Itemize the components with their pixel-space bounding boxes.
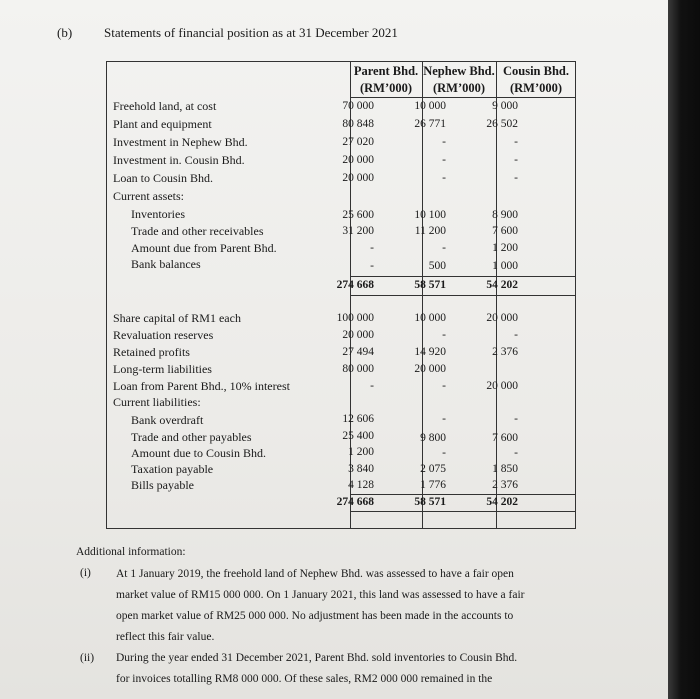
row-label: Bank overdraft	[131, 413, 204, 427]
cell-value: -	[514, 172, 518, 184]
row-label: Retained profits	[113, 345, 190, 359]
cell-value: 10 100	[414, 209, 446, 221]
assets-total: 58 571	[414, 279, 446, 291]
cell-value: 80 848	[342, 118, 374, 130]
row-label: Taxation payable	[131, 462, 214, 476]
header-rule	[350, 97, 576, 98]
cell-value: 1 850	[492, 463, 518, 475]
note-line: market value of RM15 000 000. On 1 January 2021, this land was assessed to have a fair	[116, 589, 525, 601]
column-unit-nephew: (RM’000)	[432, 81, 486, 95]
liabilities-total: 58 571	[414, 496, 446, 508]
section-label: Current liabilities:	[113, 395, 201, 409]
row-label: Investment in. Cousin Bhd.	[113, 153, 245, 167]
cell-value: 9 800	[420, 432, 446, 444]
cell-value: 26 771	[414, 118, 446, 130]
cell-value: 20 000	[342, 154, 374, 166]
note-line: At 1 January 2019, the freehold land of Nephew Bhd. was assessed to have a fair open	[116, 568, 514, 580]
note-marker: (i)	[80, 567, 91, 579]
row-label: Amount due from Parent Bhd.	[131, 241, 277, 255]
additional-info-heading: Additional information:	[76, 546, 186, 558]
photo-dark-edge	[668, 0, 700, 699]
row-label: Amount due to Cousin Bhd.	[131, 446, 267, 460]
row-label: Trade and other payables	[131, 430, 252, 444]
total-rule	[350, 511, 576, 512]
row-label: Share capital of RM1 each	[113, 311, 241, 325]
row-label: Bills payable	[131, 478, 194, 492]
cell-value: -	[514, 136, 518, 148]
cell-value: -	[442, 136, 446, 148]
column-header-cousin: Cousin Bhd.	[502, 64, 569, 78]
cell-value: 500	[428, 260, 446, 272]
cell-value: 11 200	[414, 225, 446, 237]
note-line: reflect this fair value.	[116, 631, 215, 643]
cell-value: 1 200	[348, 446, 374, 458]
assets-total: 54 202	[486, 279, 518, 291]
cell-value: -	[442, 154, 446, 166]
cell-value: -	[370, 260, 374, 272]
cell-value: -	[442, 413, 446, 425]
cell-value: -	[442, 242, 446, 254]
row-label: Long-term liabilities	[113, 362, 212, 376]
column-header-nephew: Nephew Bhd.	[423, 64, 495, 78]
total-rule	[350, 295, 576, 296]
total-rule	[350, 276, 576, 277]
cell-value: 7 600	[492, 432, 518, 444]
cell-value: 7 600	[492, 225, 518, 237]
column-header-parent: Parent Bhd.	[353, 64, 419, 78]
page-title: Statements of financial position as at 31 December 2021	[104, 25, 398, 40]
cell-value: 20 000	[342, 172, 374, 184]
cell-value: 25 400	[342, 430, 374, 442]
cell-value: 1 200	[492, 242, 518, 254]
cell-value: 27 494	[342, 346, 374, 358]
cell-value: -	[442, 329, 446, 341]
row-label: Investment in Nephew Bhd.	[113, 135, 248, 149]
cell-value: 9 000	[492, 100, 518, 112]
cell-value: 10 000	[414, 312, 446, 324]
cell-value: -	[370, 380, 374, 392]
cell-value: 12 606	[342, 413, 374, 425]
column-unit-cousin: (RM’000)	[509, 81, 563, 95]
cell-value: 20 000	[414, 363, 446, 375]
cell-value: 4 128	[348, 479, 374, 491]
row-label: Loan from Parent Bhd., 10% interest	[113, 379, 290, 393]
liabilities-total: 54 202	[486, 496, 518, 508]
assets-total: 274 668	[336, 279, 374, 291]
cell-value: 31 200	[342, 225, 374, 237]
row-label: Inventories	[131, 207, 185, 221]
cell-value: 2 376	[492, 479, 518, 491]
section-label: Current assets:	[113, 189, 184, 203]
cell-value: -	[514, 154, 518, 166]
note-marker: (ii)	[80, 652, 95, 664]
liabilities-total: 274 668	[336, 496, 374, 508]
note-line: During the year ended 31 December 2021, Parent Bhd. sold inventories to Cousin Bhd.	[116, 652, 518, 664]
cell-value: 26 502	[486, 118, 518, 130]
cell-value: -	[514, 447, 518, 459]
part-label: (b)	[57, 25, 73, 40]
cell-value: 1 776	[420, 479, 446, 491]
row-label: Plant and equipment	[113, 117, 212, 131]
cell-value: 1 000	[492, 260, 518, 272]
cell-value: 80 000	[342, 363, 374, 375]
note-line: for invoices totalling RM8 000 000. Of these sales, RM2 000 000 remained in the	[116, 673, 493, 685]
cell-value: 8 900	[492, 209, 518, 221]
cell-value: -	[442, 380, 446, 392]
cell-value: -	[514, 413, 518, 425]
cell-value: 10 000	[414, 100, 446, 112]
row-label: Freehold land, at cost	[113, 99, 217, 113]
row-label: Trade and other receivables	[131, 224, 264, 238]
cell-value: -	[442, 447, 446, 459]
cell-value: -	[442, 172, 446, 184]
cell-value: 20 000	[486, 380, 518, 392]
cell-value: 27 020	[342, 136, 374, 148]
cell-value: 14 920	[414, 346, 446, 358]
cell-value: 25 600	[342, 209, 374, 221]
cell-value: 2 075	[420, 463, 446, 475]
note-line: open market value of RM25 000 000. No adjustment has been made in the accounts to	[116, 610, 514, 622]
row-label: Loan to Cousin Bhd.	[113, 171, 214, 185]
row-label: Revaluation reserves	[113, 328, 214, 342]
cell-value: 70 000	[342, 100, 374, 112]
cell-value: 3 840	[348, 463, 374, 475]
cell-value: 100 000	[336, 312, 374, 324]
total-rule	[350, 494, 576, 495]
row-label: Bank balances	[131, 257, 201, 271]
column-unit-parent: (RM’000)	[359, 81, 413, 95]
cell-value: 2 376	[492, 346, 518, 358]
cell-value: -	[370, 242, 374, 254]
cell-value: 20 000	[342, 329, 374, 341]
cell-value: -	[514, 329, 518, 341]
cell-value: 20 000	[486, 312, 518, 324]
